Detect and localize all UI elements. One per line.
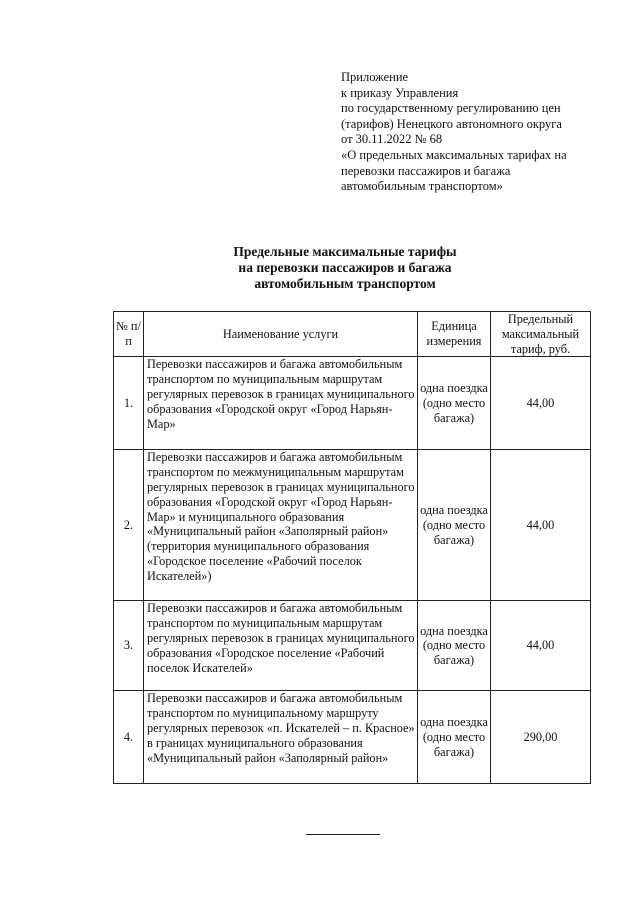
row-num: 2.	[114, 450, 144, 601]
row-unit: одна поездка (одно место багажа)	[418, 357, 491, 450]
appendix-line: «О предельных максимальных тарифах на	[341, 147, 567, 162]
row-tariff: 44,00	[491, 357, 591, 450]
footer-divider	[306, 834, 380, 835]
table-row	[114, 691, 591, 784]
row-num: 3.	[114, 601, 144, 691]
row-service: Перевозки пассажиров и багажа автомобильным транспортом по муниципальному маршруту регулярных перевозок «п. Искателей – п. Красное» в границах муниципального образования «Муниципальный район «Заполярный район»	[144, 691, 418, 784]
row-tariff: 290,00	[491, 691, 591, 784]
document-title	[150, 244, 540, 293]
row-tariff: 44,00	[491, 601, 591, 691]
title-line: Предельные максимальные тарифы	[233, 244, 457, 259]
header-tariff: Предельный максимальный тариф, руб.	[491, 312, 591, 357]
row-service: Перевозки пассажиров и багажа автомобильным транспортом по межмуниципальным маршрутам регулярных перевозок в границах муниципального образования «Городской округ «Город Нарьян-Мар» и муниципального образования «Муниципальный район «Заполярный район» (территория муниципального образования «Городское поселение «Рабочий поселок Искателей»)	[144, 450, 418, 601]
row-num: 1.	[114, 357, 144, 450]
appendix-line: по государственному регулированию цен	[341, 101, 561, 116]
row-unit: одна поездка (одно место багажа)	[418, 691, 491, 784]
appendix-line: (тарифов) Ненецкого автономного округа	[341, 116, 562, 131]
appendix-line: к приказу Управления	[341, 85, 459, 100]
appendix-line: Приложение	[341, 70, 409, 84]
row-unit: одна поездка (одно место багажа)	[418, 450, 491, 601]
appendix-line: автомобильным транспортом»	[341, 179, 503, 194]
table-row	[114, 450, 591, 601]
appendix-line: от 30.11.2022 № 68	[341, 132, 443, 147]
table-header-row	[114, 312, 591, 357]
row-num: 4.	[114, 691, 144, 784]
header-num: № п/п	[114, 312, 144, 357]
row-service: Перевозки пассажиров и багажа автомобильным транспортом по муниципальным маршрутам регулярных перевозок в границах муниципального образования «Городской округ «Город Нарьян-Мар»	[144, 357, 418, 450]
appendix-line: перевозки пассажиров и багажа	[341, 163, 511, 178]
row-unit: одна поездка (одно место багажа)	[418, 601, 491, 691]
title-line: автомобильным транспортом	[254, 276, 436, 292]
appendix-header	[341, 70, 621, 195]
row-tariff: 44,00	[491, 450, 591, 601]
header-unit: Единица измерения	[418, 312, 491, 357]
table-row	[114, 357, 591, 450]
title-line: на перевозки пассажиров и багажа	[238, 260, 452, 276]
tariff-table	[113, 311, 591, 784]
header-service: Наименование услуги	[144, 312, 418, 357]
row-service: Перевозки пассажиров и багажа автомобильным транспортом по муниципальным маршрутам регулярных перевозок в границах муниципального образования «Городское поселение «Рабочий поселок Искателей»	[144, 601, 418, 691]
table-row	[114, 601, 591, 691]
